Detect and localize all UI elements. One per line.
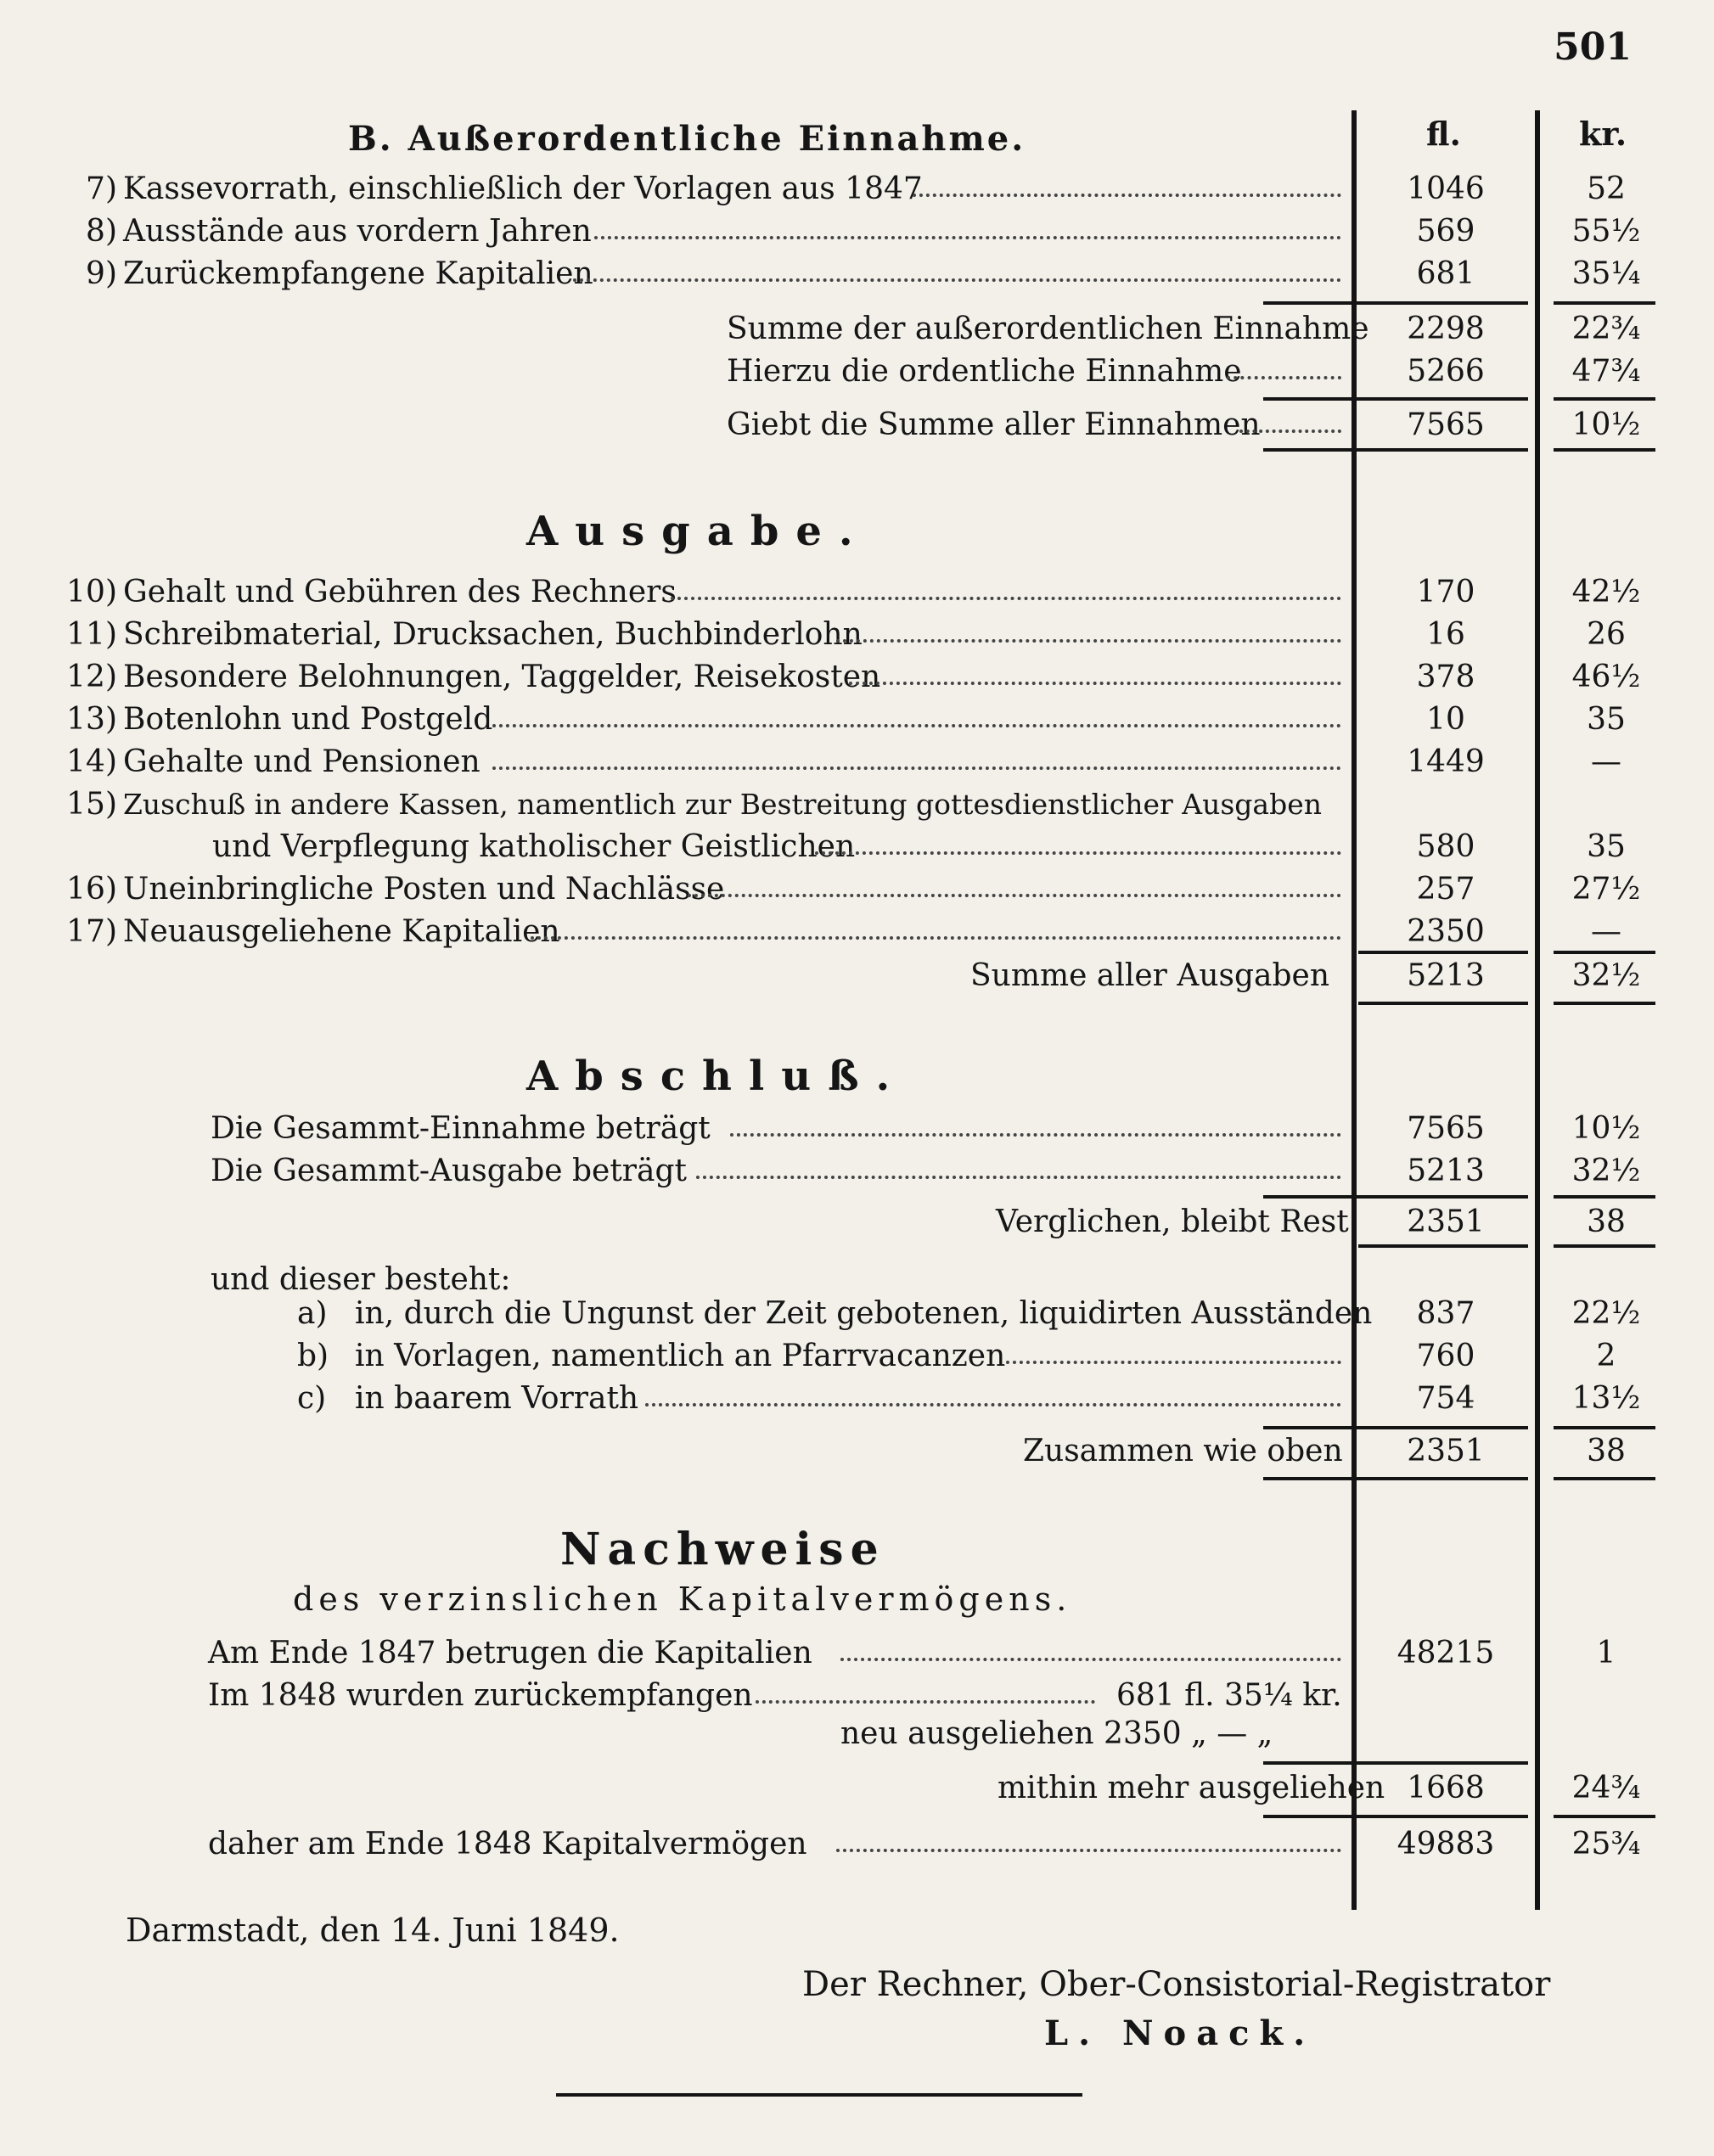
- total-expense-label: Summe aller Ausgaben: [970, 958, 1330, 993]
- amount-kr: 27½: [1571, 872, 1641, 907]
- leader-dots: [730, 1133, 1341, 1137]
- table-row: [0, 783, 1714, 826]
- sum-rule: [1554, 1195, 1655, 1199]
- leader-dots: [815, 851, 1341, 855]
- amount-kr: 24¾: [1571, 1771, 1641, 1805]
- amount-kr: 35¼: [1571, 256, 1641, 291]
- table-row: [0, 571, 1714, 614]
- sum-rule: [1554, 1477, 1655, 1480]
- table-row: [0, 1201, 1714, 1244]
- amount-kr: 2: [1596, 1339, 1616, 1373]
- amount-fl: 10: [1426, 702, 1465, 737]
- amount-fl: 580: [1416, 829, 1475, 864]
- leader-dots: [1227, 376, 1341, 379]
- closing-rule: [556, 2093, 1082, 2097]
- total-income-label: Giebt die Summe aller Einnahmen: [727, 407, 1261, 442]
- amount-fl: 257: [1416, 872, 1475, 907]
- item-label: Gehalte und Pensionen: [123, 744, 480, 779]
- amount-fl: 1668: [1407, 1771, 1485, 1805]
- amount-fl: 49883: [1396, 1827, 1495, 1861]
- amount-kr: 35: [1587, 829, 1626, 864]
- sum-rule: [1554, 1815, 1655, 1818]
- table-row: [0, 656, 1714, 699]
- amount-kr: —: [1591, 744, 1621, 779]
- leader-dots: [671, 597, 1341, 600]
- nachweise-title: Nachweise: [560, 1524, 885, 1575]
- amount-fl: 48215: [1396, 1636, 1495, 1670]
- amount-kr: 32½: [1571, 1154, 1641, 1188]
- leader-dots: [836, 1849, 1341, 1852]
- sum-rule: [1554, 397, 1655, 401]
- table-row: [0, 1632, 1714, 1675]
- sum-rule: [1358, 1002, 1528, 1005]
- item-label-continued: und Verpflegung katholischer Geistlichen: [212, 829, 856, 864]
- amount-kr: 13½: [1571, 1381, 1641, 1416]
- item-number: 12): [66, 660, 117, 694]
- amount-fl: 16: [1426, 617, 1465, 652]
- table-row: [0, 1108, 1714, 1150]
- amount-fl: 5266: [1407, 354, 1485, 389]
- item-label: Gehalt und Gebühren des Rechners: [123, 575, 677, 609]
- sum-rule: [1358, 951, 1528, 954]
- amount-kr: 46½: [1571, 660, 1641, 694]
- item-number: 7): [86, 171, 117, 206]
- amount-kr: 25¾: [1571, 1827, 1641, 1861]
- part-letter: a): [297, 1296, 328, 1331]
- leader-dots: [1239, 430, 1341, 433]
- table-row: [0, 253, 1714, 295]
- table-row: [0, 1335, 1714, 1378]
- part-label: in Vorlagen, namentlich an Pfarrvacanzen: [355, 1339, 1006, 1373]
- sum-rule: [1554, 1244, 1655, 1248]
- table-row: [0, 1675, 1714, 1717]
- together-label: Zusammen wie oben: [1023, 1434, 1343, 1468]
- table-row: [0, 868, 1714, 911]
- expense-label: Die Gesammt-Ausgabe beträgt: [211, 1154, 687, 1188]
- amount-fl: 7565: [1407, 407, 1485, 442]
- amount-fl: 760: [1416, 1339, 1475, 1373]
- amount-kr: 55½: [1571, 214, 1641, 249]
- table-row: [0, 1150, 1714, 1193]
- end-1847-label: Am Ende 1847 betrugen die Kapitalien: [208, 1636, 812, 1670]
- item-label: Zurückempfangene Kapitalien: [123, 256, 593, 291]
- leader-dots: [1006, 1361, 1341, 1364]
- table-row: [0, 1293, 1714, 1335]
- item-number: 9): [86, 256, 117, 291]
- amount-fl: 378: [1416, 660, 1475, 694]
- section-b-title: B. Außerordentliche Einnahme.: [348, 119, 1026, 159]
- amount-kr: 26: [1587, 617, 1626, 652]
- item-number: 16): [66, 872, 117, 907]
- leader-dots: [531, 936, 1341, 940]
- part-letter: c): [297, 1381, 327, 1416]
- leader-dots: [688, 894, 1341, 897]
- leader-dots: [696, 1176, 1341, 1179]
- amount-kr: 10½: [1571, 407, 1641, 442]
- sum-rule: [1263, 301, 1528, 305]
- item-label: Neuausgeliehene Kapitalien: [123, 914, 560, 949]
- received-1848-label: Im 1848 wurden zurückempfangen: [208, 1678, 753, 1713]
- rest-label: Verglichen, bleibt Rest: [996, 1204, 1349, 1239]
- sum-rule: [1263, 1477, 1528, 1480]
- leader-dots: [756, 1700, 1095, 1704]
- amount-kr: 1: [1596, 1636, 1616, 1670]
- table-row: [0, 404, 1714, 446]
- amount-fl: 2351: [1407, 1434, 1485, 1468]
- signatory-name: L. Noack.: [1044, 2013, 1316, 2053]
- amount-kr: 22¾: [1571, 312, 1641, 346]
- leader-dots: [492, 724, 1341, 727]
- abschluss-title: Abschluß.: [526, 1053, 908, 1100]
- amount-kr: 38: [1587, 1434, 1626, 1468]
- amount-kr: 47¾: [1571, 354, 1641, 389]
- composition-intro: und dieser besteht:: [211, 1262, 511, 1297]
- table-row: [0, 911, 1714, 953]
- item-number: 17): [66, 914, 117, 949]
- amount-fl: 837: [1416, 1296, 1475, 1331]
- item-number: 13): [66, 702, 117, 737]
- sum-rule: [1554, 1426, 1655, 1429]
- table-row: [0, 1767, 1714, 1810]
- income-label: Die Gesammt-Einnahme beträgt: [211, 1111, 711, 1146]
- sum-rule: [1263, 1195, 1528, 1199]
- amount-fl: 569: [1416, 214, 1475, 249]
- end-1848-label: daher am Ende 1848 Kapitalvermögen: [208, 1827, 807, 1861]
- table-row: [0, 826, 1714, 868]
- page-number: 501: [1554, 25, 1632, 69]
- sum-rule: [1554, 951, 1655, 954]
- ausgabe-title: Ausgabe.: [526, 508, 870, 555]
- part-label: in baarem Vorrath: [355, 1381, 639, 1416]
- item-label: Schreibmaterial, Drucksachen, Buchbinderlohn: [123, 617, 863, 652]
- column-header-kr: kr.: [1579, 115, 1627, 153]
- amount-kr: 38: [1587, 1204, 1626, 1239]
- sum-rule: [1358, 1244, 1528, 1248]
- table-row: [0, 168, 1714, 211]
- part-label: in, durch die Ungunst der Zeit gebotenen, liquidirten Ausständen: [355, 1296, 1373, 1331]
- part-letter: b): [297, 1339, 329, 1373]
- amount-kr: —: [1591, 914, 1621, 949]
- amount-fl: 7565: [1407, 1111, 1485, 1146]
- sum-rule: [1263, 397, 1528, 401]
- plus-ordinary-label: Hierzu die ordentliche Einnahme: [727, 354, 1242, 389]
- table-row: [0, 614, 1714, 656]
- nachweise-subtitle: des verzinslichen Kapitalvermögens.: [293, 1581, 1072, 1618]
- amount-kr: 42½: [1571, 575, 1641, 609]
- amount-fl: 5213: [1407, 1154, 1485, 1188]
- amount-kr: 32½: [1571, 958, 1641, 993]
- table-row: [0, 308, 1714, 351]
- leader-dots: [849, 682, 1341, 685]
- amount-fl: 754: [1416, 1381, 1475, 1416]
- amount-kr: 52: [1587, 171, 1626, 206]
- amount-fl: 2298: [1407, 312, 1485, 346]
- table-row: [0, 699, 1714, 741]
- item-label: Besondere Belohnungen, Taggelder, Reisekosten: [123, 660, 881, 694]
- table-row: [0, 1823, 1714, 1866]
- amount-fl: 1046: [1407, 171, 1485, 206]
- amount-fl: 1449: [1407, 744, 1485, 779]
- item-label: Kassevorrath, einschließlich der Vorlagen aus 1847: [123, 171, 923, 206]
- more-lent-label: mithin mehr ausgeliehen: [997, 1771, 1385, 1805]
- leader-dots: [836, 639, 1341, 643]
- table-row: [0, 1378, 1714, 1420]
- leader-dots: [913, 194, 1341, 197]
- sum-rule: [1554, 1002, 1655, 1005]
- table-row: [0, 955, 1714, 997]
- amount-fl: 2350: [1407, 914, 1485, 949]
- leader-dots: [492, 766, 1341, 770]
- leader-dots: [840, 1658, 1341, 1661]
- column-header-fl: fl.: [1426, 115, 1461, 153]
- table-row: [0, 1430, 1714, 1473]
- item-label: Botenlohn und Postgeld: [123, 702, 493, 737]
- table-row: [0, 211, 1714, 253]
- item-label: Uneinbringliche Posten und Nachlässe: [123, 872, 725, 907]
- table-row: [0, 351, 1714, 393]
- place-date: Darmstadt, den 14. Juni 1849.: [126, 1912, 620, 1949]
- sum-rule: [1263, 1761, 1528, 1765]
- newly-lent-label: neu ausgeliehen 2350 „ — „: [840, 1716, 1273, 1751]
- item-number: 10): [66, 575, 117, 609]
- leader-dots: [573, 278, 1341, 282]
- item-number: 11): [66, 617, 117, 652]
- amount-fl: 5213: [1407, 958, 1485, 993]
- amount-kr: 22½: [1571, 1296, 1641, 1331]
- item-number: 14): [66, 744, 117, 779]
- leader-dots: [645, 1403, 1341, 1406]
- sum-extra-label: Summe der außerordentlichen Einnahme: [727, 312, 1369, 346]
- leader-dots: [594, 236, 1341, 239]
- sum-rule: [1263, 448, 1528, 452]
- item-label: Zuschuß in andere Kassen, namentlich zur Bestreitung gottesdienstlicher Ausgaben: [123, 788, 1322, 821]
- sum-rule: [1263, 1426, 1528, 1429]
- amount-kr: 10½: [1571, 1111, 1641, 1146]
- sum-rule: [1263, 1815, 1528, 1818]
- received-1848-amount: 681 fl. 35¼ kr.: [1116, 1678, 1342, 1713]
- signatory-title: Der Rechner, Ober-Consistorial-Registrator: [802, 1965, 1551, 2004]
- amount-fl: 170: [1416, 575, 1475, 609]
- item-label: Ausstände aus vordern Jahren: [123, 214, 592, 249]
- sum-rule: [1554, 301, 1655, 305]
- item-number: 15): [66, 787, 117, 822]
- amount-fl: 2351: [1407, 1204, 1485, 1239]
- amount-kr: 35: [1587, 702, 1626, 737]
- table-row: [0, 1713, 1714, 1755]
- table-row: [0, 741, 1714, 783]
- item-number: 8): [86, 214, 117, 249]
- amount-fl: 681: [1416, 256, 1475, 291]
- sum-rule: [1554, 448, 1655, 452]
